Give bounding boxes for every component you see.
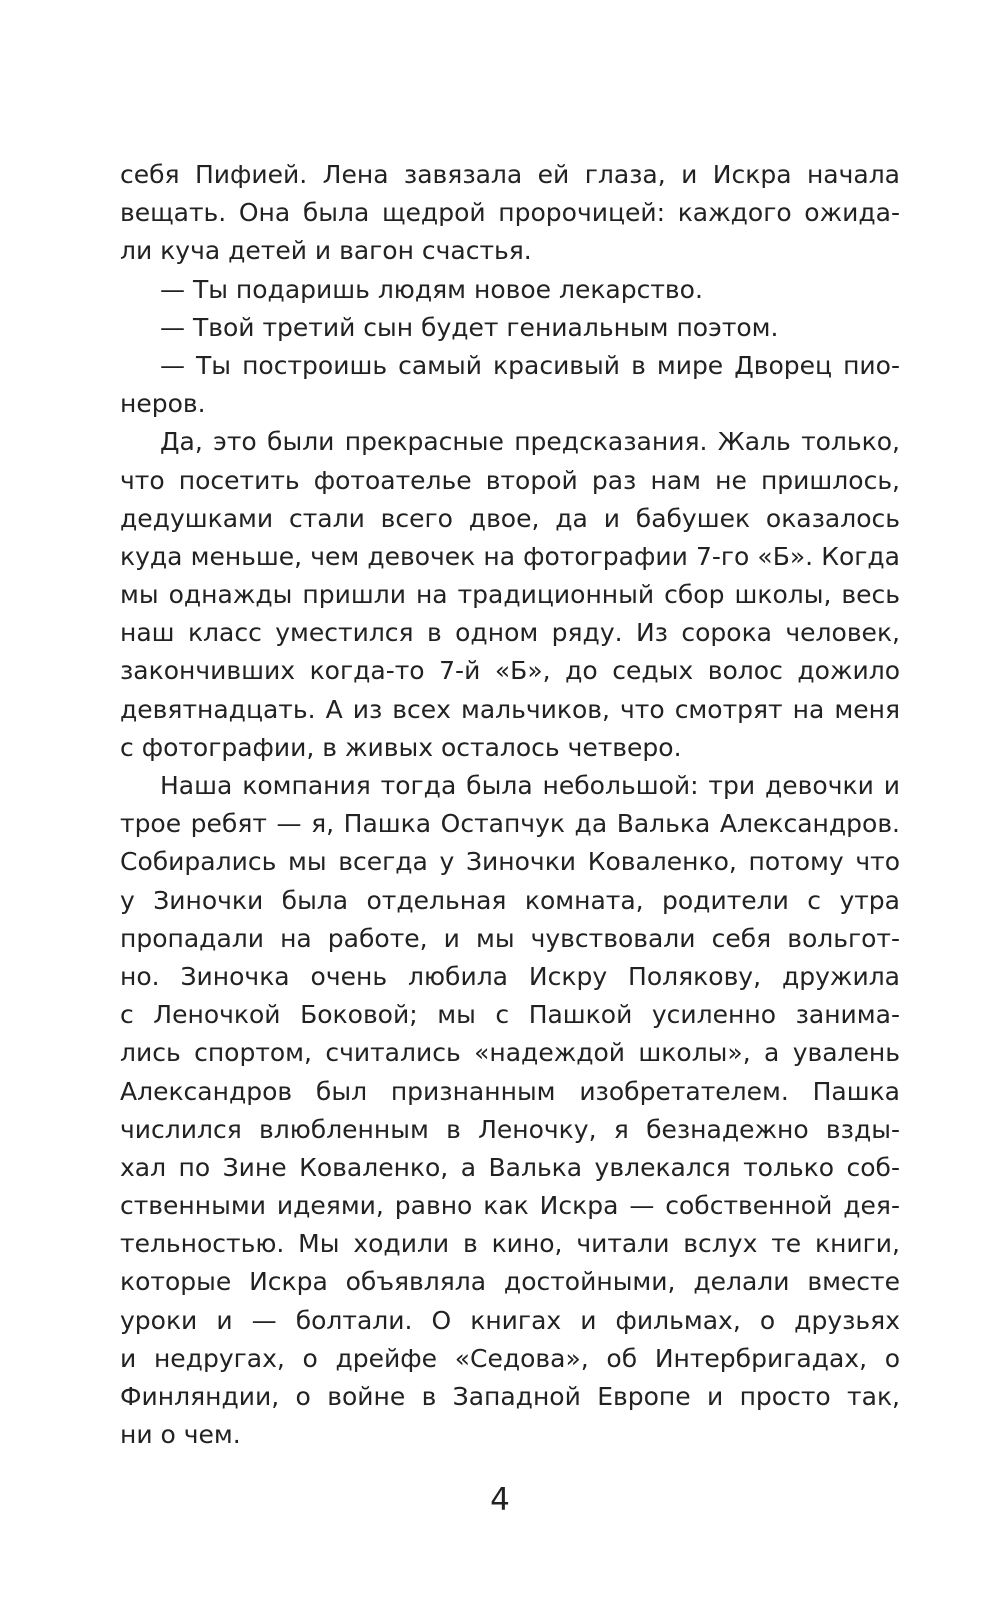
text-line: Финляндии, о войне в Западной Европе и просто так, bbox=[120, 1382, 900, 1411]
text-line: пропадали на работе, и мы чувствовали себя вольгот- bbox=[120, 923, 900, 953]
text-line: Собирались мы всегда у Зиночки Коваленко, потому что bbox=[120, 847, 900, 877]
text-line: дедушками стали всего двое, да и бабушек оказалось bbox=[120, 503, 900, 533]
text-line: ни о чем. bbox=[120, 1420, 241, 1450]
text-line: ли куча детей и вагон счастья. bbox=[120, 236, 532, 266]
page-number: 4 bbox=[490, 1482, 510, 1518]
text-line: с фотографии, в живых осталось четверо. bbox=[120, 732, 682, 762]
text-line: лись спортом, считались «надеждой школы», а увалень bbox=[120, 1038, 900, 1068]
text-line: хал по Зине Коваленко, а Валька увлекался только соб- bbox=[120, 1152, 900, 1182]
dialogue-line: — Твой третий сын будет гениальным поэтом. bbox=[160, 312, 779, 342]
text-line: с Леночкой Боковой; мы с Пашкой усиленно занима- bbox=[120, 1000, 900, 1030]
dialogue-line: — Ты подаришь людям новое лекарство. bbox=[160, 274, 703, 304]
text-line: неров. bbox=[120, 389, 206, 419]
paragraph-start-line: Да, это были прекрасные предсказания. Жаль только, bbox=[160, 427, 900, 457]
text-line: наш класс уместился в одном ряду. Из сорока человек, bbox=[120, 618, 900, 648]
text-line: но. Зиночка очень любила Искру Полякову, дружила bbox=[120, 961, 900, 991]
text-line: ственными идеями, равно как Искра — собственной дея- bbox=[120, 1191, 900, 1221]
text-line: уроки и — болтали. О книгах и фильмах, о друзьях bbox=[120, 1305, 900, 1335]
text-line: которые Искра объявляла достойными, делали вместе bbox=[120, 1267, 900, 1297]
text-line: вещать. Она была щедрой пророчицей: каждого ожида- bbox=[120, 198, 900, 228]
text-line: мы однажды пришли на традиционный сбор школы, весь bbox=[120, 580, 900, 610]
text-line: себя Пифией. Лена завязала ей глаза, и Искра начала bbox=[120, 160, 900, 189]
text-line: у Зиночки была отдельная комната, родители с утра bbox=[120, 885, 900, 915]
text-line: и недругах, о дрейфе «Седова», об Интербригадах, о bbox=[120, 1343, 900, 1373]
text-line: куда меньше, чем девочек на фотографии 7-го «Б». Когда bbox=[120, 541, 900, 571]
text-line: закончивших когда-то 7-й «Б», до седых волос дожило bbox=[120, 656, 900, 686]
body-text bbox=[120, 156, 900, 1454]
paragraph-start-line: Наша компания тогда была небольшой: три девочки и bbox=[160, 771, 900, 800]
text-line: девятнадцать. А из всех мальчиков, что смотрят на меня bbox=[120, 694, 900, 724]
text-line: что посетить фотоателье второй раз нам не пришлось, bbox=[120, 465, 900, 495]
text-line: тельностью. Мы ходили в кино, читали вслух те книги, bbox=[120, 1229, 900, 1259]
dialogue-line: — Ты построишь самый красивый в мире Дворец пио- bbox=[160, 350, 900, 380]
text-line: трое ребят — я, Пашка Остапчук да Валька Александров. bbox=[120, 809, 900, 839]
text-line: Александров был признанным изобретателем. Пашка bbox=[120, 1076, 900, 1106]
text-line: числился влюбленным в Леночку, я безнадежно взды- bbox=[120, 1114, 900, 1144]
